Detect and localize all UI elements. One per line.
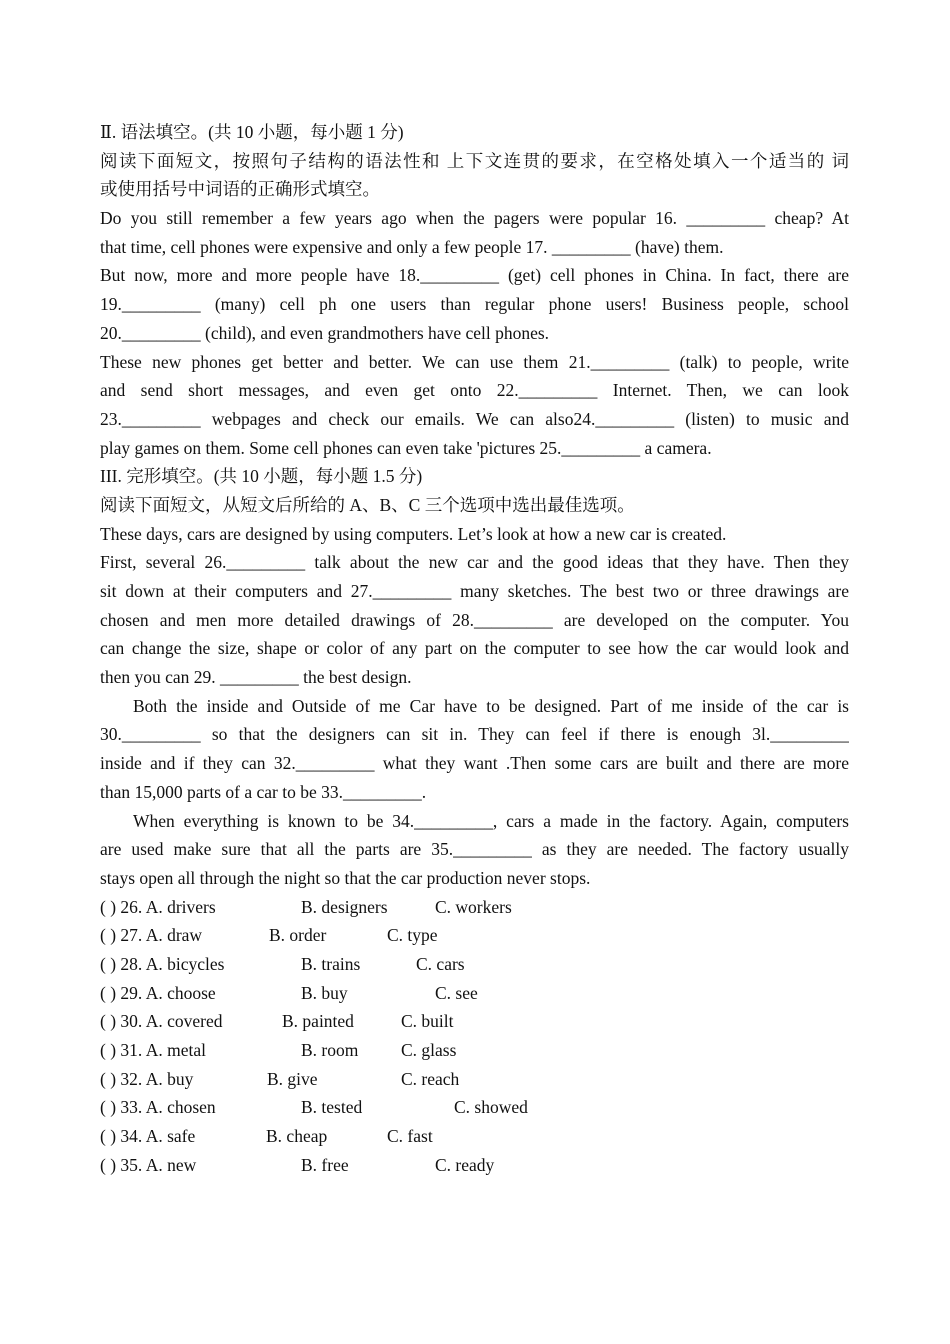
question-row	[100, 1151, 849, 1180]
option-c: C. reach	[401, 1068, 460, 1089]
option-b: B. designers	[301, 896, 388, 917]
option-b: B. cheap	[266, 1126, 328, 1147]
passage-line: Both the inside and Outside of me Car have to be designed. Part of me inside of the car is	[133, 695, 849, 716]
question-row	[100, 893, 849, 922]
option-a: ( ) 28. A. bicycles	[100, 953, 225, 974]
option-c: C. fast	[387, 1126, 433, 1147]
section3-instruction: 阅读下面短文，从短文后所给的 A、B、C 三个选项中选出最佳选项。	[100, 494, 635, 515]
option-c: C. type	[387, 925, 438, 946]
option-a: ( ) 34. A. safe	[100, 1126, 196, 1147]
question-row	[100, 1036, 849, 1065]
option-c: C. showed	[454, 1097, 528, 1118]
passage-line: stays open all through the night so that the car production never stops.	[100, 867, 591, 888]
passage-line: 20._________ (child), and even grandmothers have cell phones.	[100, 322, 550, 343]
option-a: ( ) 30. A. covered	[100, 1011, 223, 1032]
option-a: ( ) 27. A. draw	[100, 925, 203, 946]
passage-line: and send short messages, and even get onto 22._________ Internet. Then, we can look	[100, 380, 849, 401]
passage-line: chosen and men more detailed drawings of 28._________ are developed on the computer. You	[100, 609, 849, 630]
question-row	[100, 1093, 849, 1122]
section3-heading: III. 完形填空。(共 10 小题，每小题 1.5 分)	[100, 466, 423, 487]
option-c: C. built	[401, 1011, 454, 1032]
passage-line: can change the size, shape or color of any part on the computer to see how the car would look and	[100, 638, 849, 659]
option-c: C. ready	[435, 1154, 495, 1175]
option-b: B. painted	[282, 1011, 354, 1032]
option-b: B. order	[269, 925, 327, 946]
option-b: B. trains	[301, 953, 361, 974]
section2-heading: Ⅱ. 语法填空。(共 10 小题，每小题 1 分)	[100, 122, 404, 142]
passage-line: These days, cars are designed by using computers. Let’s look at how a new car is created.	[100, 523, 727, 544]
passage-line: are used make sure that all the parts are 35._________ as they are needed. The factory usually	[100, 839, 849, 860]
option-b: B. tested	[301, 1097, 363, 1118]
section2-instruction: 阅读下面短文，按照句子结构的语法性和 上下文连贯的要求，在空格处填入一个适当的 词	[100, 150, 849, 171]
section2-instruction: 或使用括号中词语的正确形式填空。	[100, 179, 380, 200]
option-a: ( ) 29. A. choose	[100, 982, 216, 1003]
passage-line: When everything is known to be 34._________, cars a made in the factory. Again, computers	[133, 810, 849, 831]
option-a: ( ) 32. A. buy	[100, 1068, 194, 1089]
option-a: ( ) 26. A. drivers	[100, 896, 216, 917]
option-a: ( ) 33. A. chosen	[100, 1097, 216, 1118]
question-row	[100, 1122, 849, 1151]
passage-line: 30._________ so that the designers can sit in. They can feel if there is enough 3l._________	[100, 724, 849, 745]
passage-line: play games on them. Some cell phones can even take 'pictures 25._________ a camera.	[100, 437, 712, 458]
passage-line: that time, cell phones were expensive and only a few people 17. _________ (have) them.	[100, 236, 724, 257]
passage-line: sit down at their computers and 27._________ many sketches. The best two or three drawings are	[100, 581, 849, 601]
question-row	[100, 921, 849, 950]
passage-line: inside and if they can 32._________ what they want .Then some cars are built and there are more	[100, 753, 849, 774]
option-c: C. workers	[435, 896, 512, 917]
passage-line: then you can 29. _________ the best design.	[100, 667, 412, 688]
option-b: B. room	[301, 1040, 359, 1060]
option-c: C. see	[435, 982, 478, 1003]
option-a: ( ) 35. A. new	[100, 1154, 197, 1175]
question-row	[100, 1065, 849, 1094]
question-row	[100, 950, 849, 979]
passage-line: First, several 26._________ talk about the new car and the good ideas that they have. Then they	[100, 552, 849, 573]
option-c: C. glass	[401, 1040, 457, 1060]
option-c: C. cars	[416, 953, 465, 974]
option-a: ( ) 31. A. metal	[100, 1040, 206, 1060]
question-row	[100, 1007, 849, 1036]
passage-line: These new phones get better and better. We can use them 21._________ (talk) to people, write	[100, 351, 849, 372]
passage-line: 19._________ (many) cell ph one users than regular phone users! Business people, school	[100, 294, 849, 315]
option-b: B. buy	[301, 982, 348, 1003]
passage-line: than 15,000 parts of a car to be 33._________.	[100, 781, 427, 802]
option-b: B. free	[301, 1154, 349, 1175]
option-b: B. give	[267, 1068, 318, 1089]
passage-line: 23._________ webpages and check our emails. We can also24._________ (listen) to music and	[100, 408, 849, 429]
document-page	[100, 118, 849, 1179]
question-row	[100, 979, 849, 1008]
passage-line: But now, more and more people have 18._________ (get) cell phones in China. In fact, there are	[100, 265, 849, 286]
passage-line: Do you still remember a few years ago when the pagers were popular 16. _________ cheap? At	[100, 208, 849, 229]
